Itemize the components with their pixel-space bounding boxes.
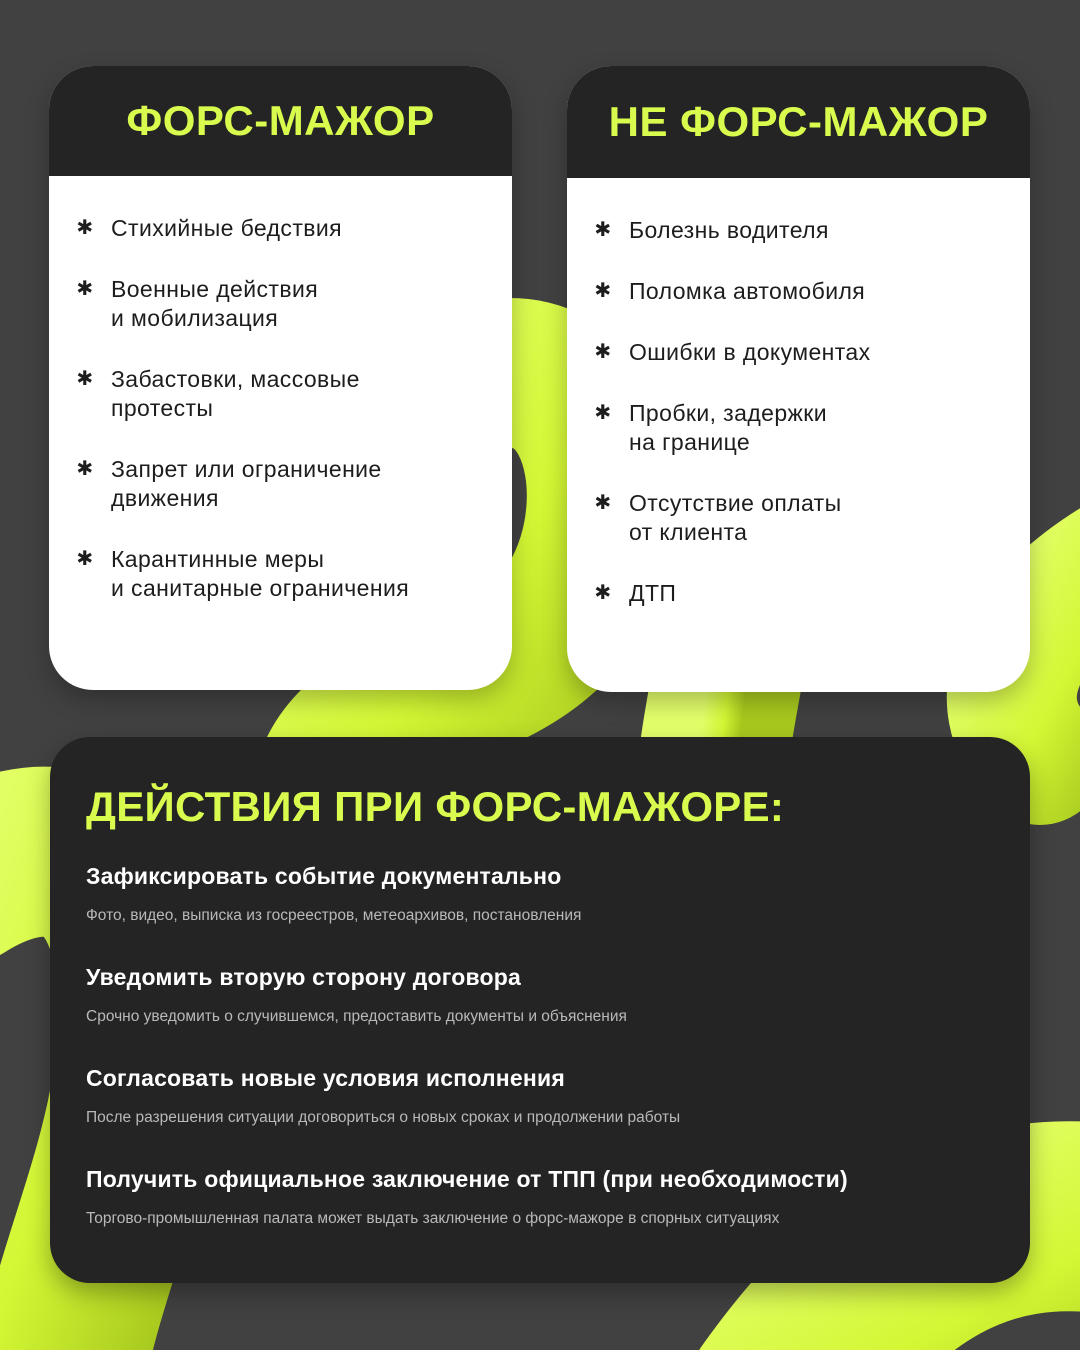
list-item [567,216,1030,245]
asterisk-icon: ✱ [76,278,94,300]
list-item-text: Пробки, задержки на границе [629,400,828,455]
list-item-text: Стихийные бедствия [111,215,342,241]
not-force-majeure-header [567,66,1030,178]
asterisk-icon: ✱ [594,219,612,241]
action-step-description: Срочно уведомить о случившемся, предоставить документы и объяснения [86,1008,627,1025]
force-majeure-title: ФОРС-МАЖОР [126,97,435,144]
list-item-text: Болезнь водителя [629,217,829,243]
list-item [567,579,1030,608]
action-step [86,1166,1006,1228]
list-item [567,489,1030,547]
list-item-text: Запрет или ограничение движения [111,456,382,511]
asterisk-icon: ✱ [76,458,94,480]
asterisk-icon: ✱ [594,280,612,302]
force-majeure-card [49,66,512,690]
list-item [49,365,512,423]
asterisk-icon: ✱ [76,548,94,570]
action-step-description: Торгово-промышленная палата может выдать заключение о форс-мажоре в спорных ситуациях [86,1210,780,1227]
list-item [567,277,1030,306]
asterisk-icon: ✱ [594,402,612,424]
list-item [567,338,1030,367]
action-step [86,1065,1006,1127]
action-step-title: Зафиксировать событие документально [86,863,562,889]
list-item-text: Ошибки в документах [629,339,871,365]
actions-panel [50,737,1030,1283]
asterisk-icon: ✱ [594,492,612,514]
list-item [567,399,1030,457]
force-majeure-list [49,214,512,603]
not-force-majeure-card [567,66,1030,692]
list-item [49,214,512,243]
list-item [49,545,512,603]
list-item-text: Забастовки, массовые протесты [111,366,360,421]
list-item-text: ДТП [629,580,677,606]
action-step-title: Уведомить вторую сторону договора [86,964,522,990]
list-item-text: Отсутствие оплаты от клиента [629,490,842,545]
list-item-text: Военные действия и мобилизация [111,276,319,331]
list-item-text: Поломка автомобиля [629,278,866,304]
not-force-majeure-title: НЕ ФОРС-МАЖОР [608,98,989,145]
asterisk-icon: ✱ [594,582,612,604]
list-item-text: Карантинные меры и санитарные ограничения [111,546,410,601]
force-majeure-header [49,66,512,176]
action-step-description: Фото, видео, выписка из госреестров, метеоархивов, постановления [86,907,582,924]
action-step-title: Согласовать новые условия исполнения [86,1065,565,1091]
action-step [86,964,1006,1026]
list-item [49,455,512,513]
action-step-description: После разрешения ситуации договориться о новых сроках и продолжении работы [86,1109,681,1126]
actions-title: ДЕЙСТВИЯ ПРИ ФОРС-МАЖОРЕ: [86,783,785,830]
asterisk-icon: ✱ [594,341,612,363]
list-item [49,275,512,333]
asterisk-icon: ✱ [76,217,94,239]
not-force-majeure-list [567,216,1030,608]
action-step-title: Получить официальное заключение от ТПП (при необходимости) [86,1166,848,1192]
asterisk-icon: ✱ [76,368,94,390]
action-step [86,863,1006,925]
